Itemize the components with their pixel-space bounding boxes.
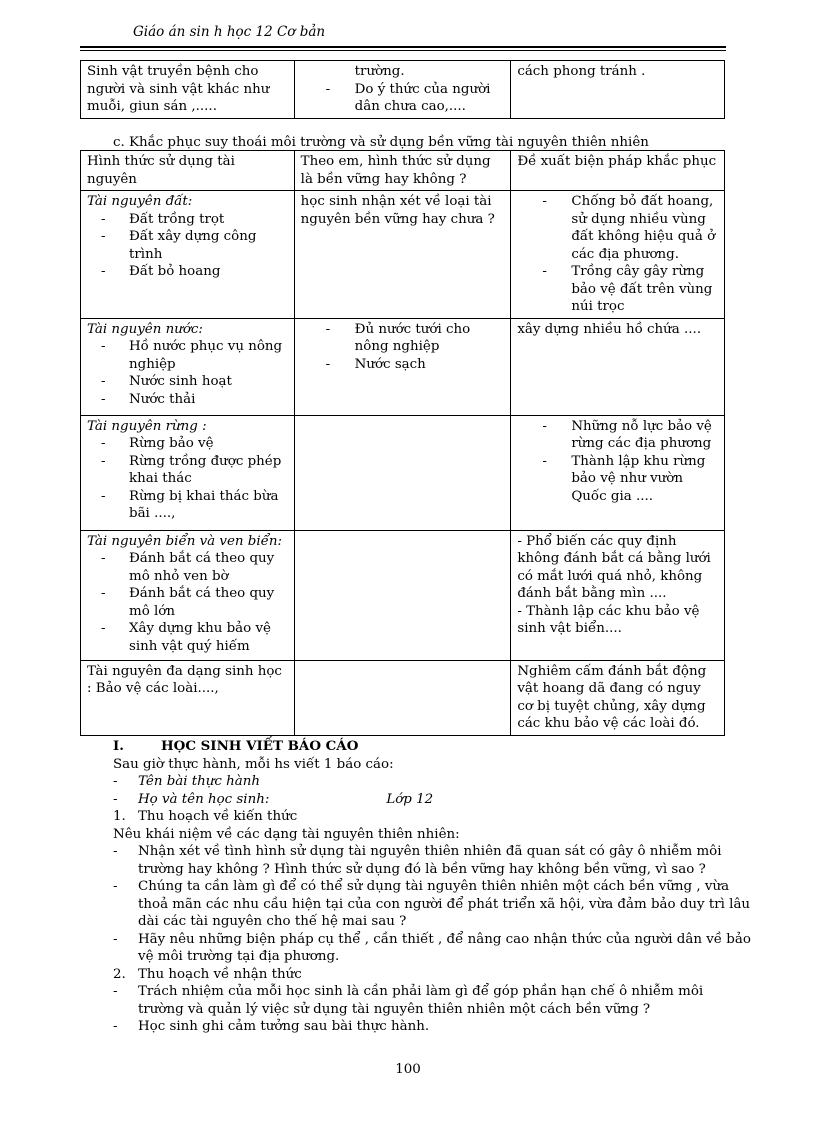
- list-item: - Trách nhiệm của mỗi học sinh là cần phải làm gì để góp phần hạn chế ô nhiễm môi trường và quản lý việc sử dụng tài nguyên thiên nhiên một cách bền vững ?: [113, 983, 753, 1018]
- table-caption: c. Khắc phục suy thoái môi trường và sử dụng bền vững tài nguyên thiên nhiên: [113, 135, 649, 150]
- row-biodiversity: Tài nguyên đa dạng sinh học : Bảo vệ các loài....,: [81, 660, 295, 735]
- row-sea: [81, 530, 295, 660]
- row-forest: [81, 415, 295, 530]
- list-item: - Đất bỏ hoang: [87, 263, 288, 281]
- list-item: - Những nỗ lực bảo vệ rừng các địa phương: [517, 418, 718, 453]
- row-forest-col2: [294, 415, 511, 530]
- row-biodiversity-col2: [294, 660, 511, 735]
- list-item: - Rừng bị khai thác bừa bãi ....,: [87, 488, 288, 523]
- table-row: [81, 318, 725, 415]
- list-item: - Rừng bảo vệ: [87, 435, 288, 453]
- list-item: - Thành lập khu rừng bảo vệ như vườn Quốc gia ....: [517, 453, 718, 506]
- cont-col2-line: trường.: [354, 64, 405, 79]
- list-item: - Trồng cây gây rừng bảo vệ đất trên vùng núi trọc: [517, 263, 718, 316]
- row-biodiversity-col3: Nghiêm cấm đánh bắt động vật hoang dã đang có nguy cơ bị tuyệt chủng, xây dựng các khu bảo vệ các loài đó.: [511, 660, 725, 735]
- header-cell: Đề xuất biện pháp khắc phục: [511, 151, 725, 191]
- list-item: - Nước sinh hoạt: [87, 373, 288, 391]
- row-land-col3: [511, 191, 725, 319]
- list-item: - Đánh bắt cá theo quy mô nhỏ ven bờ: [87, 550, 288, 585]
- cont-col2-bullet: - Do ý thức của người dân chưa cao,....: [301, 81, 505, 116]
- row-title: Tài nguyên rừng :: [87, 418, 207, 434]
- text-line: - Phổ biến các quy định không đánh bắt cá bằng lưới có mắt lưới quá nhỏ, không đánh bắt bằng mìn ....: [517, 533, 711, 601]
- list-item: - Chống bỏ đất hoang, sử dụng nhiều vùng đất không hiệu quả ở các địa phương.: [517, 193, 718, 263]
- cont-col1: [81, 61, 295, 119]
- row-water: [81, 318, 295, 415]
- section-number: I.: [113, 738, 124, 754]
- resource-table: [80, 150, 725, 736]
- cont-col1-line: Sinh vật truyền bệnh cho: [87, 64, 259, 79]
- class-label: Lớp 12: [386, 791, 434, 807]
- list-item: - Rừng trồng được phép khai thác: [87, 453, 288, 488]
- item-text: Thu hoạch về nhận thức: [138, 966, 302, 982]
- lead-text: Nêu khái niệm về các dạng tài nguyên thiên nhiên:: [113, 826, 460, 842]
- intro-text: Sau giờ thực hành, mỗi hs viết 1 báo cáo:: [113, 756, 394, 772]
- list-item: - Tên bài thực hành: [113, 773, 753, 791]
- cont-col3: cách phong tránh .: [511, 61, 725, 119]
- list-item: - Đủ nước tưới cho nông nghiệp: [301, 321, 505, 356]
- text-line: - Thành lập các khu bảo vệ sinh vật biển....: [517, 603, 700, 636]
- item-number: 2.: [113, 966, 126, 982]
- list-item: - Nước thải: [87, 391, 288, 409]
- row-sea-col2: [294, 530, 511, 660]
- row-title: Tài nguyên nước:: [87, 321, 203, 337]
- header-rule-thin: [80, 50, 726, 51]
- row-land: [81, 191, 295, 319]
- cont-col2: [294, 61, 511, 119]
- page-header: Giáo án sin h học 12 Cơ bản: [133, 24, 326, 40]
- name-label: Họ và tên học sinh:: [138, 791, 270, 807]
- item-text: Thu hoạch về kiến thức: [138, 809, 298, 824]
- list-item: - Hãy nêu những biện pháp cụ thể , cần thiết , để nâng cao nhận thức của người dân về bảo vệ môi trường tại địa phương.: [113, 931, 753, 966]
- list-item: - Đất trồng trọt: [87, 211, 288, 229]
- list-item: - Hồ nước phục vụ nông nghiệp: [87, 338, 288, 373]
- report-section: [113, 738, 753, 1036]
- list-item: - Xây dựng khu bảo vệ sinh vật quý hiếm: [87, 620, 288, 655]
- row-sea-col3: [511, 530, 725, 660]
- row-forest-col3: [511, 415, 725, 530]
- table-row: [81, 530, 725, 660]
- table-row: [81, 191, 725, 319]
- section-heading: [113, 738, 753, 756]
- header-cell: Theo em, hình thức sử dụng là bền vững hay không ?: [294, 151, 511, 191]
- list-item: [113, 791, 753, 809]
- section-title: HỌC SINH VIẾT BÁO CÁO: [161, 738, 359, 754]
- row-water-col3: xây dựng nhiều hồ chứa ....: [511, 318, 725, 415]
- list-item: - Nước sạch: [301, 356, 505, 374]
- row-water-col2: [294, 318, 511, 415]
- page-number: 100: [395, 1062, 421, 1077]
- numbered-item: [113, 808, 753, 826]
- list-item: - Nhận xét về tình hình sử dụng tài nguyên thiên nhiên đã quan sát có gây ô nhiễm môi trường hay không ? Hình thức sử dụng đó là bền vững hay không bền vững, vì sao ?: [113, 843, 753, 878]
- table-row: [81, 660, 725, 735]
- list-item: - Chúng ta cần làm gì để có thể sử dụng tài nguyên thiên nhiên một cách bền vững , vừa thoả mãn các nhu cầu hiện tại của con người để phát triển xã hội, vừa đảm bảo duy trì lâu dài các tài nguyên cho thế hệ mai sau ?: [113, 878, 753, 931]
- list-item: - Đánh bắt cá theo quy mô lớn: [87, 585, 288, 620]
- cont-col1-line: muỗi, giun sán ,.....: [87, 99, 217, 114]
- list-item: - Học sinh ghi cảm tưởng sau bài thực hành.: [113, 1018, 753, 1036]
- row-title: Tài nguyên đất:: [87, 194, 193, 209]
- row-land-col2: học sinh nhận xét về loại tài nguyên bền vững hay chưa ?: [294, 191, 511, 319]
- cont-col1-line: người và sinh vật khác như: [87, 81, 270, 97]
- header-rule: [80, 46, 726, 48]
- row-title: Tài nguyên biển và ven biển:: [87, 533, 282, 549]
- header-cell: Hình thức sử dụng tài nguyên: [81, 151, 295, 191]
- numbered-item: [113, 966, 753, 984]
- table-header-row: [81, 151, 725, 191]
- table-row: [81, 415, 725, 530]
- item-number: 1.: [113, 809, 126, 824]
- list-item: - Đất xây dựng công trình: [87, 228, 288, 263]
- continued-table: [80, 60, 725, 119]
